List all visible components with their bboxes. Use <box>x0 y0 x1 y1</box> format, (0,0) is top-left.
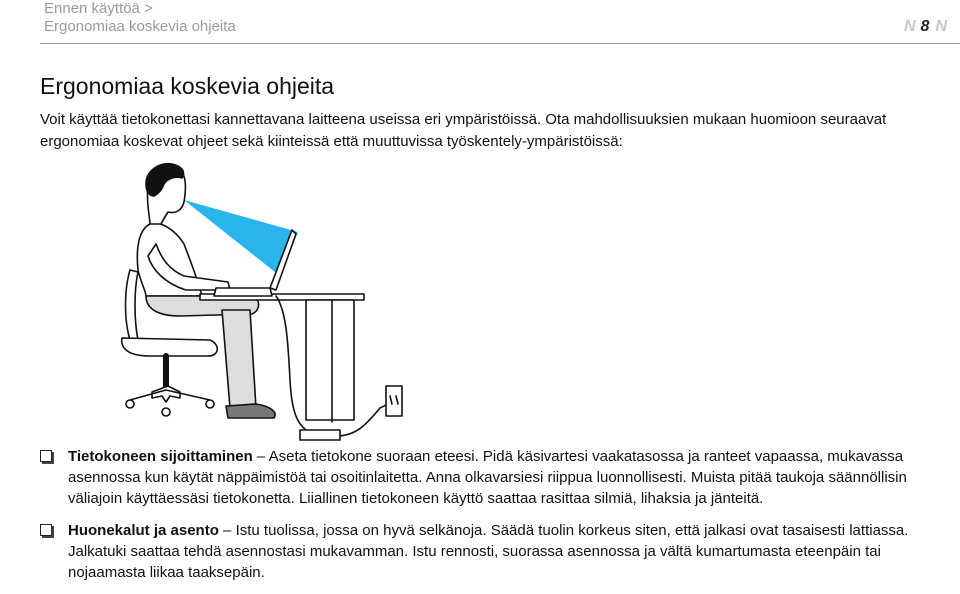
list-item <box>40 520 930 583</box>
checkbox-bullet-icon <box>40 450 52 462</box>
page-header <box>0 0 960 44</box>
intro-paragraph: Voit käyttää tietokonettasi kannettavana laitteena useissa eri ympäristöissä. Ota mahdollisuuksien mukaan huomioon seuraavat ergonomiaa koskevat ohjeet sekä kiinteissä että muuttuvissa työskentely-ympäristöissä: <box>40 111 887 150</box>
list-item-text: Istu tuolissa, jossa on hyvä selkänoja. Säädä tuolin korkeus siten, että jalkasi ovat tasaisesti lattiassa. Jalkatuki saattaa tehdä asennostasi mukavamman. Istu rennosti, suorassa asennossa ja vältä kumartumasta eteenpäin tai nojaamasta liikaa taaksepäin. <box>68 522 909 581</box>
checkbox-bullet-icon <box>40 524 52 536</box>
ergonomics-illustration <box>110 160 430 450</box>
list-item <box>40 446 930 509</box>
next-page-arrow-icon[interactable]: N <box>935 18 946 35</box>
page-number: 8 <box>920 18 930 35</box>
header-divider <box>40 43 960 44</box>
dash: – <box>218 522 236 539</box>
person-at-laptop-illustration <box>110 160 430 450</box>
breadcrumb-current: Ergonomiaa koskevia ohjeita <box>44 18 236 35</box>
guideline-list <box>40 446 930 594</box>
page-navigation <box>904 17 946 37</box>
dash: – <box>252 448 269 465</box>
page-title: Ergonomiaa koskevia ohjeita <box>40 73 335 99</box>
list-item-heading: Tietokoneen sijoittaminen <box>68 448 253 465</box>
list-item-heading: Huonekalut ja asento <box>68 522 219 539</box>
list-item-text: Aseta tietokone suoraan eteesi. Pidä käsivartesi vaakatasossa ja ranteet vapaassa, mukavassa asennossa kun käytät näppäimistöä tai osoitinlaitetta. Anna olkavarsiesi riippua luonnollisesti. Muista pitää taukoja säännöllisin väliajoin käyttäessäsi tietokonetta. Liiallinen tietokoneen käyttö saattaa rasittaa silmiä, lihaksia ja jänteitä. <box>68 448 907 507</box>
breadcrumb-parent[interactable]: Ennen käyttöä > <box>44 0 153 17</box>
previous-page-arrow-icon[interactable]: N <box>903 18 915 35</box>
